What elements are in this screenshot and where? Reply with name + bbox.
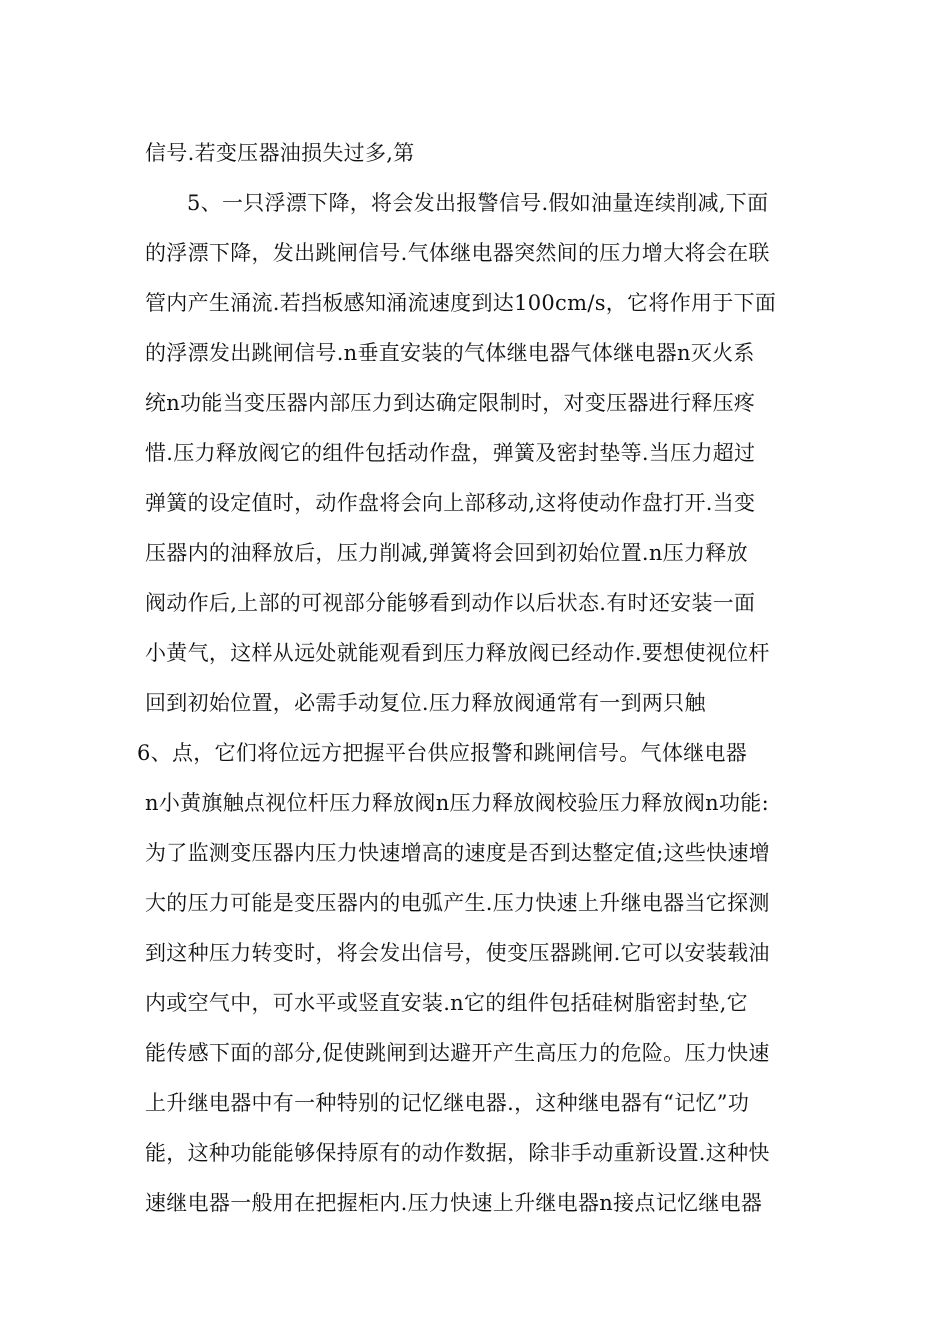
text-line: 的浮漂下降，发出跳闸信号.气体继电器突然间的压力增大将会在联 (145, 241, 770, 265)
text-line: 内或空气中，可水平或竖直安装.n它的组件包括硅树脂密封垫,它 (145, 991, 748, 1015)
text-line: 弹簧的设定值时，动作盘将会向上部移动,这将使动作盘打开.当变 (145, 491, 756, 515)
text-line: 回到初始位置，必需手动复位.压力释放阀通常有一到两只触 (145, 691, 706, 715)
text-line: 能传感下面的部分,促使跳闸到达避开产生高压力的危险。压力快速 (145, 1041, 770, 1065)
text-line: 小黄气，这样从远处就能观看到压力释放阀已经动作.要想使视位杆 (145, 641, 770, 665)
text-line: 信号.若变压器油损失过多,第 (145, 141, 415, 165)
text-line: 速继电器一般用在把握柜内.压力快速上升继电器n接点记忆继电器 (145, 1191, 763, 1215)
text-line: 5、一只浮漂下降，将会发出报警信号.假如油量连续削减,下面 (187, 191, 769, 215)
text-line: 统n功能当变压器内部压力到达确定限制时，对变压器进行释压疼 (145, 391, 756, 415)
text-line: 惜.压力释放阀它的组件包括动作盘，弹簧及密封垫等.当压力超过 (145, 441, 756, 465)
text-line: n小黄旗触点视位杆压力释放阀n压力释放阀校验压力释放阀n功能: (145, 791, 769, 815)
text-line: 的浮漂发出跳闸信号.n垂直安装的气体继电器气体继电器n灭火系 (145, 341, 755, 365)
text-line: 6、点，它们将位远方把握平台供应报警和跳闸信号。气体继电器 (137, 741, 748, 765)
text-line: 到这种压力转变时，将会发出信号，使变压器跳闸.它可以安装载油 (145, 941, 770, 965)
body-text (137, 128, 815, 1228)
text-line: 为了监测变压器内压力快速增高的速度是否到达整定值;这些快速增 (145, 841, 771, 865)
text-line: 能，这种功能能够保持原有的动作数据，除非手动重新设置.这种快 (145, 1141, 770, 1165)
text-line: 压器内的油释放后，压力削减,弹簧将会回到初始位置.n压力释放 (145, 541, 748, 565)
text-line: 管内产生涌流.若挡板感知涌流速度到达100cm/s，它将作用于下面 (145, 291, 777, 315)
text-line: 阀动作后,上部的可视部分能够看到动作以后状态.有时还安装一面 (145, 591, 756, 615)
text-line: 大的压力可能是变压器内的电弧产生.压力快速上升继电器当它探测 (145, 891, 770, 915)
text-line: 上升继电器中有一种特别的记忆继电器.，这种继电器有“记忆”功 (145, 1091, 750, 1115)
